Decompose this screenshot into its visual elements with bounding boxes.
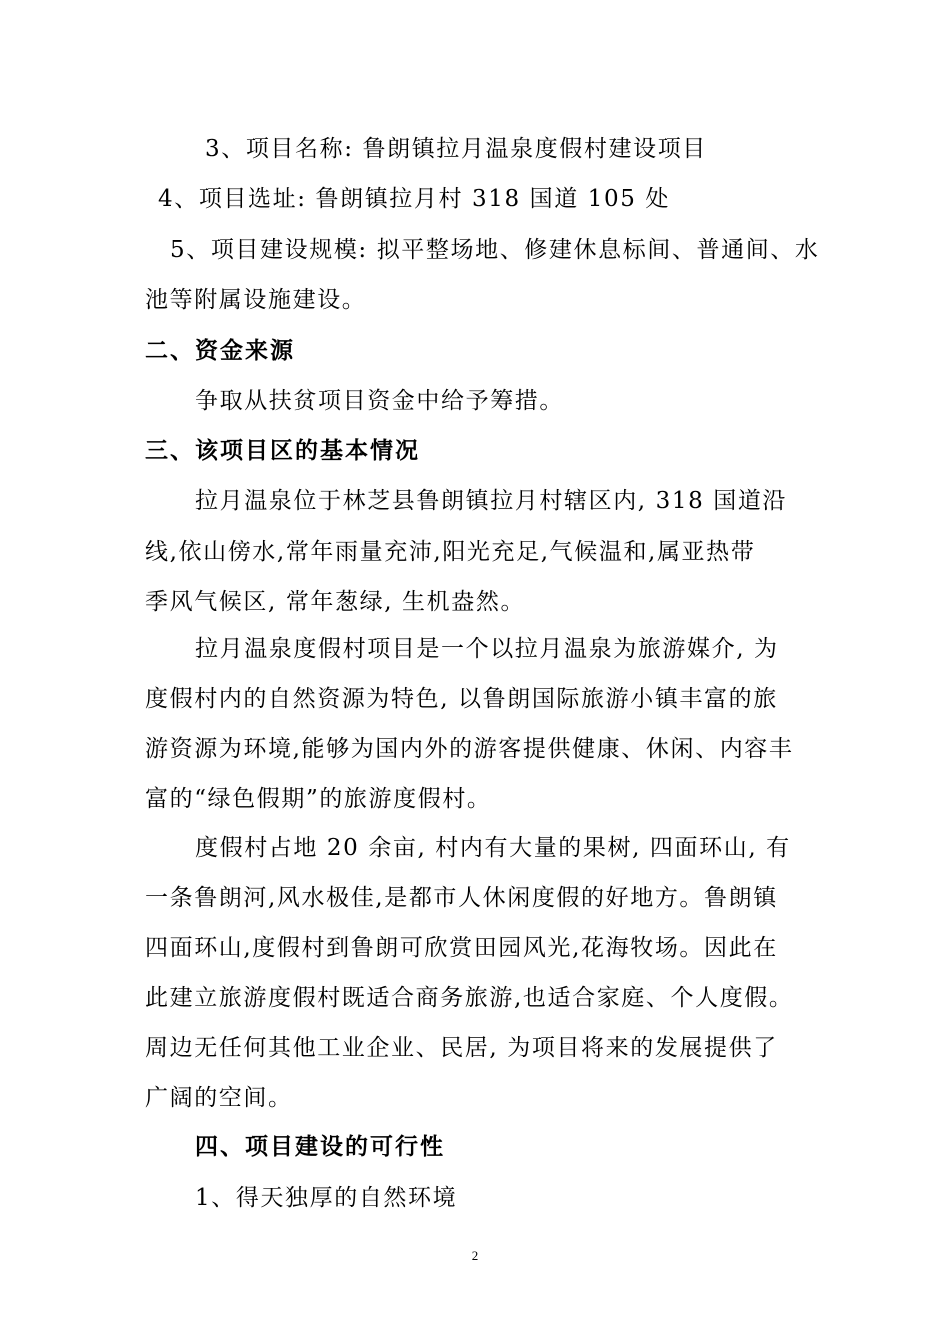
paragraph-line: 此建立旅游度假村既适合商务旅游,也适合家庭、个人度假。 [145,985,794,1011]
section-2-heading: 二、资金来源 [145,337,295,364]
item-4-project-location: 4、项目选址: 鲁朗镇拉月村 318 国道 105 处 [158,186,670,212]
page-number: 2 [471,1248,479,1263]
paragraph-line: 拉月温泉度假村项目是一个以拉月温泉为旅游媒介, 为 [195,636,779,662]
paragraph-line: 季风气候区, 常年葱绿, 生机盎然。 [145,589,526,615]
item-3-project-name: 3、项目名称: 鲁朗镇拉月温泉度假村建设项目 [205,136,707,162]
paragraph-line: 度假村内的自然资源为特色, 以鲁朗国际旅游小镇丰富的旅 [145,686,778,712]
paragraph-line: 周边无任何其他工业企业、民居, 为项目将来的发展提供了 [145,1035,778,1061]
section-3-heading: 三、该项目区的基本情况 [145,437,420,464]
section-4-heading: 四、项目建设的可行性 [195,1133,445,1160]
paragraph-line: 拉月温泉位于林芝县鲁朗镇拉月村辖区内, 318 国道沿 [195,488,788,514]
paragraph-line: 四面环山,度假村到鲁朗可欣赏田园风光,花海牧场。因此在 [145,935,778,961]
paragraph-line: 游资源为环境,能够为国内外的游客提供健康、休闲、内容丰 [145,736,794,762]
paragraph-line: 度假村占地 20 余亩, 村内有大量的果树, 四面环山, 有 [195,835,791,861]
item-5-project-scale-cont: 池等附属设施建设。 [145,287,367,313]
section-2-body: 争取从扶贫项目资金中给予筹措。 [195,388,564,414]
item-5-project-scale: 5、项目建设规模: 拟平整场地、修建休息标间、普通间、水 [170,237,820,263]
paragraph-line: 广阔的空间。 [145,1085,293,1111]
paragraph-line: 富的“绿色假期”的旅游度假村。 [145,786,492,812]
paragraph-line: 一条鲁朗河,风水极佳,是都市人休闲度假的好地方。鲁朗镇 [145,885,778,911]
paragraph-line: 线,依山傍水,常年雨量充沛,阳光充足,气候温和,属亚热带 [145,539,756,565]
section-4-item-1: 1、得天独厚的自然环境 [195,1185,458,1211]
